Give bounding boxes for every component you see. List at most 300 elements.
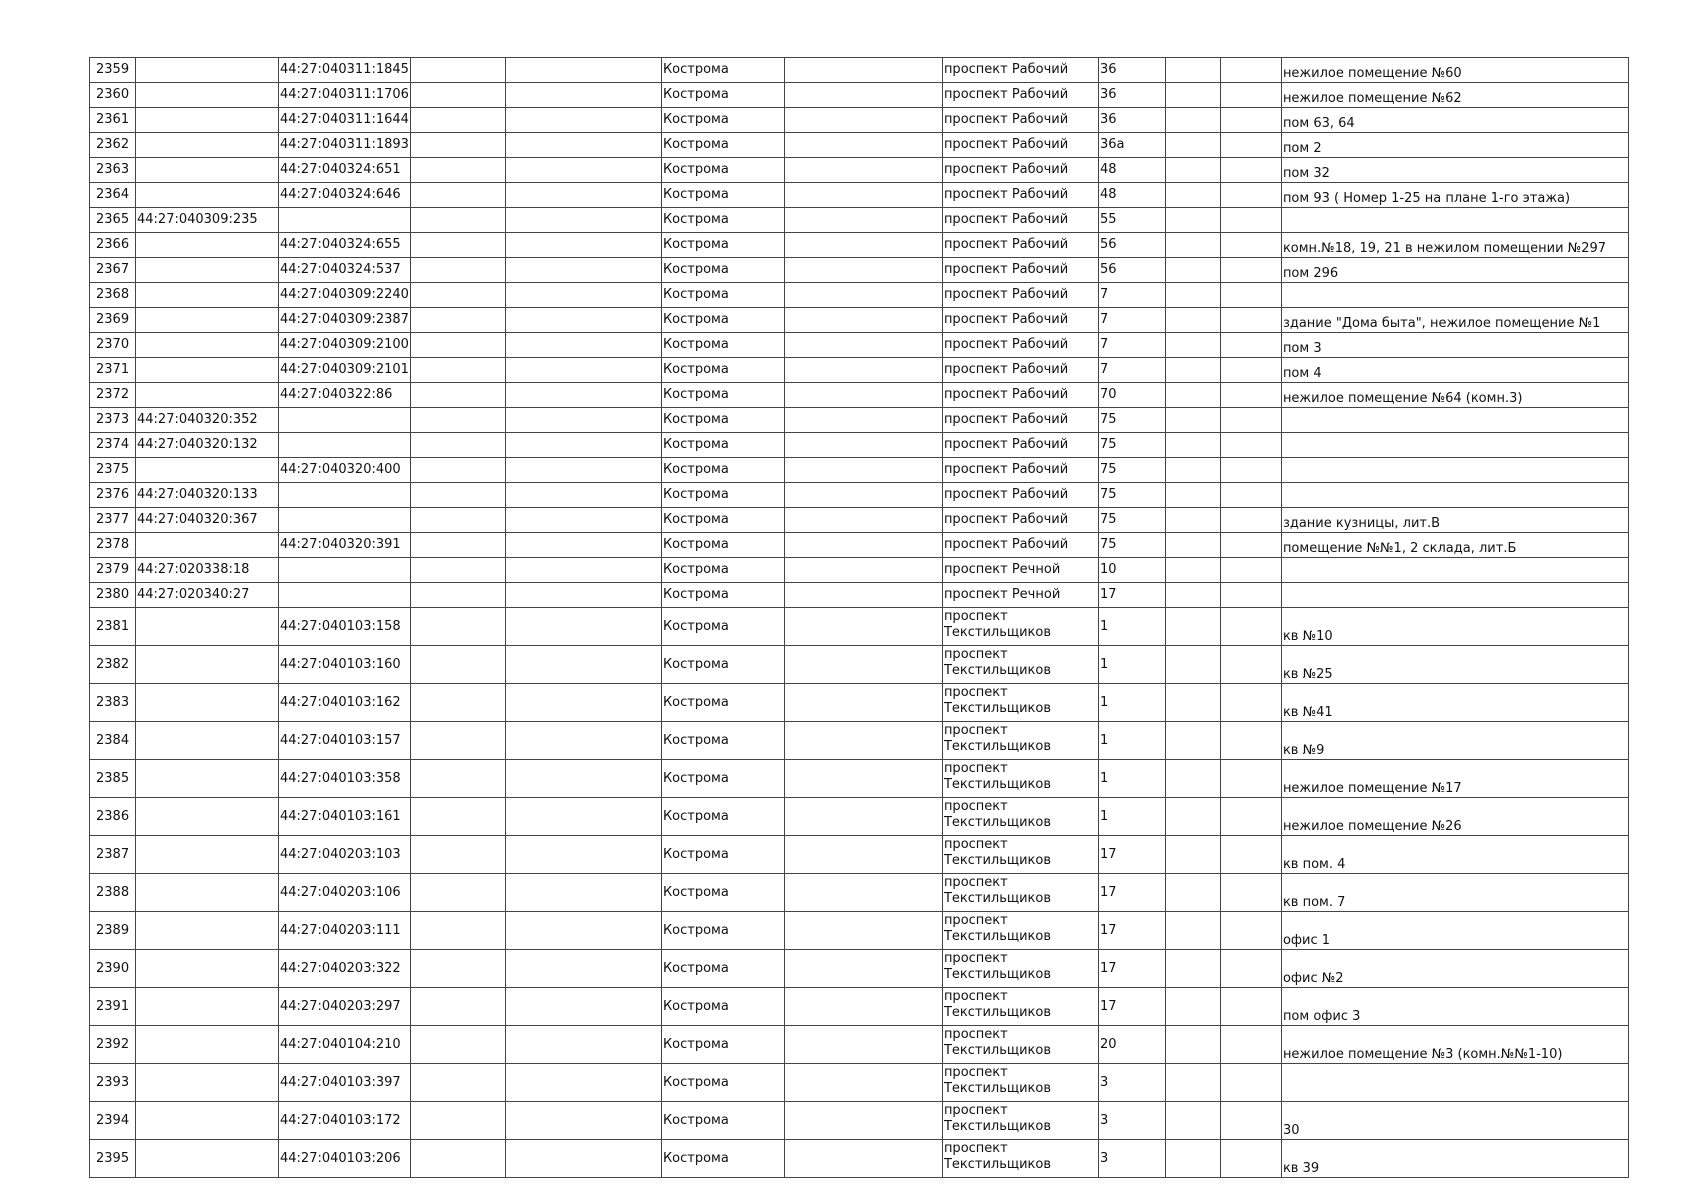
column-5 bbox=[505, 1026, 661, 1064]
house-cell: 1 bbox=[1098, 646, 1165, 684]
street-cell: проспект Рабочий bbox=[942, 158, 1098, 183]
column-5 bbox=[505, 408, 661, 433]
table-row bbox=[90, 950, 1629, 988]
cadastral-number-land bbox=[136, 233, 279, 258]
note-cell bbox=[1281, 433, 1628, 458]
column-5 bbox=[505, 874, 661, 912]
note-cell: пом 32 bbox=[1281, 158, 1628, 183]
column-7 bbox=[784, 874, 942, 912]
cadastral-number-land: 44:27:040320:352 bbox=[136, 408, 279, 433]
column-10 bbox=[1165, 646, 1220, 684]
street-cell: проспект Текстильщиков bbox=[942, 760, 1098, 798]
house-cell: 7 bbox=[1098, 283, 1165, 308]
table-row bbox=[90, 358, 1629, 383]
city-cell: Кострома bbox=[661, 1102, 784, 1140]
cadastral-number-land bbox=[136, 533, 279, 558]
table-row bbox=[90, 874, 1629, 912]
cadastral-number-land bbox=[136, 1026, 279, 1064]
street-cell: проспект Текстильщиков bbox=[942, 1026, 1098, 1064]
row-number: 2393 bbox=[90, 1064, 136, 1102]
column-7 bbox=[784, 836, 942, 874]
table-row bbox=[90, 1064, 1629, 1102]
note-cell bbox=[1281, 283, 1628, 308]
cadastral-number-land bbox=[136, 358, 279, 383]
column-11 bbox=[1220, 183, 1281, 208]
table-row bbox=[90, 798, 1629, 836]
row-number: 2369 bbox=[90, 308, 136, 333]
column-11 bbox=[1220, 1064, 1281, 1102]
column-10 bbox=[1165, 133, 1220, 158]
street-cell: проспект Рабочий bbox=[942, 533, 1098, 558]
column-4 bbox=[410, 108, 505, 133]
column-11 bbox=[1220, 684, 1281, 722]
street-cell: проспект Рабочий bbox=[942, 383, 1098, 408]
column-10 bbox=[1165, 1102, 1220, 1140]
table-row bbox=[90, 408, 1629, 433]
cadastral-number-building bbox=[279, 433, 411, 458]
column-4 bbox=[410, 183, 505, 208]
column-11 bbox=[1220, 308, 1281, 333]
cadastral-number-building bbox=[279, 483, 411, 508]
row-number: 2364 bbox=[90, 183, 136, 208]
note-cell: кв №25 bbox=[1281, 646, 1628, 684]
street-cell: проспект Рабочий bbox=[942, 483, 1098, 508]
column-4 bbox=[410, 58, 505, 83]
column-5 bbox=[505, 988, 661, 1026]
house-cell: 75 bbox=[1098, 483, 1165, 508]
row-number: 2382 bbox=[90, 646, 136, 684]
note-cell: здание "Дома быта", нежилое помещение №1 bbox=[1281, 308, 1628, 333]
column-4 bbox=[410, 458, 505, 483]
house-cell: 1 bbox=[1098, 608, 1165, 646]
column-7 bbox=[784, 760, 942, 798]
column-4 bbox=[410, 383, 505, 408]
row-number: 2380 bbox=[90, 583, 136, 608]
city-cell: Кострома bbox=[661, 646, 784, 684]
cadastral-number-land bbox=[136, 1140, 279, 1178]
house-cell: 36 bbox=[1098, 58, 1165, 83]
cadastral-number-building: 44:27:040311:1644 bbox=[279, 108, 411, 133]
column-11 bbox=[1220, 798, 1281, 836]
column-10 bbox=[1165, 233, 1220, 258]
city-cell: Кострома bbox=[661, 458, 784, 483]
note-cell: пом 3 bbox=[1281, 333, 1628, 358]
house-cell: 7 bbox=[1098, 358, 1165, 383]
column-10 bbox=[1165, 798, 1220, 836]
column-4 bbox=[410, 608, 505, 646]
city-cell: Кострома bbox=[661, 760, 784, 798]
column-4 bbox=[410, 1102, 505, 1140]
note-cell bbox=[1281, 458, 1628, 483]
column-11 bbox=[1220, 83, 1281, 108]
column-5 bbox=[505, 233, 661, 258]
row-number: 2378 bbox=[90, 533, 136, 558]
column-10 bbox=[1165, 988, 1220, 1026]
city-cell: Кострома bbox=[661, 1064, 784, 1102]
cadastral-number-building: 44:27:040203:111 bbox=[279, 912, 411, 950]
column-10 bbox=[1165, 836, 1220, 874]
table-row bbox=[90, 684, 1629, 722]
column-10 bbox=[1165, 383, 1220, 408]
table-row bbox=[90, 383, 1629, 408]
street-cell: проспект Рабочий bbox=[942, 408, 1098, 433]
column-5 bbox=[505, 533, 661, 558]
column-5 bbox=[505, 258, 661, 283]
cadastral-number-building: 44:27:040320:391 bbox=[279, 533, 411, 558]
column-10 bbox=[1165, 333, 1220, 358]
cadastral-number-land bbox=[136, 308, 279, 333]
column-7 bbox=[784, 183, 942, 208]
column-5 bbox=[505, 950, 661, 988]
cadastral-number-building: 44:27:040324:655 bbox=[279, 233, 411, 258]
table-row bbox=[90, 458, 1629, 483]
city-cell: Кострома bbox=[661, 988, 784, 1026]
row-number: 2392 bbox=[90, 1026, 136, 1064]
column-5 bbox=[505, 483, 661, 508]
table-row bbox=[90, 533, 1629, 558]
street-cell: проспект Рабочий bbox=[942, 83, 1098, 108]
cadastral-number-land bbox=[136, 760, 279, 798]
row-number: 2385 bbox=[90, 760, 136, 798]
note-cell: пом 63, 64 bbox=[1281, 108, 1628, 133]
table-row bbox=[90, 283, 1629, 308]
row-number: 2394 bbox=[90, 1102, 136, 1140]
cadastral-number-building bbox=[279, 583, 411, 608]
column-4 bbox=[410, 1026, 505, 1064]
column-10 bbox=[1165, 458, 1220, 483]
column-7 bbox=[784, 133, 942, 158]
cadastral-number-building: 44:27:040203:103 bbox=[279, 836, 411, 874]
street-cell: проспект Рабочий bbox=[942, 333, 1098, 358]
city-cell: Кострома bbox=[661, 283, 784, 308]
city-cell: Кострома bbox=[661, 133, 784, 158]
street-cell: проспект Текстильщиков bbox=[942, 874, 1098, 912]
column-10 bbox=[1165, 1064, 1220, 1102]
note-cell: кв пом. 7 bbox=[1281, 874, 1628, 912]
column-11 bbox=[1220, 508, 1281, 533]
street-cell: проспект Текстильщиков bbox=[942, 950, 1098, 988]
house-cell: 75 bbox=[1098, 533, 1165, 558]
house-cell: 75 bbox=[1098, 508, 1165, 533]
table-row bbox=[90, 133, 1629, 158]
street-cell: проспект Рабочий bbox=[942, 508, 1098, 533]
cadastral-number-building: 44:27:040203:297 bbox=[279, 988, 411, 1026]
table-row bbox=[90, 183, 1629, 208]
cadastral-number-land: 44:27:040320:132 bbox=[136, 433, 279, 458]
cadastral-number-building: 44:27:040311:1893 bbox=[279, 133, 411, 158]
house-cell: 75 bbox=[1098, 433, 1165, 458]
note-cell: пом 93 ( Номер 1-25 на плане 1-го этажа) bbox=[1281, 183, 1628, 208]
column-10 bbox=[1165, 760, 1220, 798]
cadastral-number-building: 44:27:040103:172 bbox=[279, 1102, 411, 1140]
column-5 bbox=[505, 912, 661, 950]
column-4 bbox=[410, 684, 505, 722]
city-cell: Кострома bbox=[661, 108, 784, 133]
cadastral-number-land bbox=[136, 874, 279, 912]
column-11 bbox=[1220, 483, 1281, 508]
cadastral-number-building: 44:27:040103:160 bbox=[279, 646, 411, 684]
city-cell: Кострома bbox=[661, 483, 784, 508]
city-cell: Кострома bbox=[661, 608, 784, 646]
cadastral-number-land bbox=[136, 83, 279, 108]
note-cell: пом 4 bbox=[1281, 358, 1628, 383]
column-7 bbox=[784, 308, 942, 333]
note-cell: пом 2 bbox=[1281, 133, 1628, 158]
column-10 bbox=[1165, 608, 1220, 646]
table-row bbox=[90, 558, 1629, 583]
table-row bbox=[90, 433, 1629, 458]
column-4 bbox=[410, 798, 505, 836]
column-4 bbox=[410, 950, 505, 988]
column-11 bbox=[1220, 912, 1281, 950]
column-4 bbox=[410, 558, 505, 583]
row-number: 2373 bbox=[90, 408, 136, 433]
column-7 bbox=[784, 58, 942, 83]
column-4 bbox=[410, 533, 505, 558]
column-11 bbox=[1220, 208, 1281, 233]
house-cell: 70 bbox=[1098, 383, 1165, 408]
house-cell: 36 bbox=[1098, 108, 1165, 133]
row-number: 2367 bbox=[90, 258, 136, 283]
table-row bbox=[90, 308, 1629, 333]
table-row bbox=[90, 108, 1629, 133]
house-cell: 36 bbox=[1098, 83, 1165, 108]
city-cell: Кострома bbox=[661, 583, 784, 608]
column-10 bbox=[1165, 308, 1220, 333]
city-cell: Кострома bbox=[661, 533, 784, 558]
column-10 bbox=[1165, 283, 1220, 308]
column-5 bbox=[505, 383, 661, 408]
cadastral-number-building bbox=[279, 408, 411, 433]
street-cell: проспект Рабочий bbox=[942, 58, 1098, 83]
house-cell: 7 bbox=[1098, 308, 1165, 333]
cadastral-number-land bbox=[136, 383, 279, 408]
cadastral-number-building bbox=[279, 558, 411, 583]
street-cell: проспект Текстильщиков bbox=[942, 988, 1098, 1026]
row-number: 2389 bbox=[90, 912, 136, 950]
cadastral-number-building: 44:27:040103:358 bbox=[279, 760, 411, 798]
column-11 bbox=[1220, 558, 1281, 583]
house-cell: 17 bbox=[1098, 583, 1165, 608]
cadastral-number-land: 44:27:020338:18 bbox=[136, 558, 279, 583]
column-11 bbox=[1220, 158, 1281, 183]
column-10 bbox=[1165, 358, 1220, 383]
cadastral-number-land bbox=[136, 283, 279, 308]
column-4 bbox=[410, 760, 505, 798]
column-11 bbox=[1220, 233, 1281, 258]
street-cell: проспект Текстильщиков bbox=[942, 1140, 1098, 1178]
column-10 bbox=[1165, 83, 1220, 108]
city-cell: Кострома bbox=[661, 333, 784, 358]
column-7 bbox=[784, 283, 942, 308]
cadastral-number-land bbox=[136, 133, 279, 158]
column-5 bbox=[505, 836, 661, 874]
column-5 bbox=[505, 646, 661, 684]
city-cell: Кострома bbox=[661, 83, 784, 108]
column-7 bbox=[784, 533, 942, 558]
cadastral-number-building: 44:27:040309:2387 bbox=[279, 308, 411, 333]
street-cell: проспект Рабочий bbox=[942, 108, 1098, 133]
house-cell: 36а bbox=[1098, 133, 1165, 158]
column-10 bbox=[1165, 1140, 1220, 1178]
cadastral-number-building: 44:27:040103:397 bbox=[279, 1064, 411, 1102]
street-cell: проспект Рабочий bbox=[942, 283, 1098, 308]
cadastral-number-land bbox=[136, 646, 279, 684]
column-7 bbox=[784, 583, 942, 608]
house-cell: 10 bbox=[1098, 558, 1165, 583]
city-cell: Кострома bbox=[661, 1026, 784, 1064]
table-row bbox=[90, 836, 1629, 874]
row-number: 2383 bbox=[90, 684, 136, 722]
row-number: 2391 bbox=[90, 988, 136, 1026]
column-5 bbox=[505, 308, 661, 333]
street-cell: проспект Рабочий bbox=[942, 258, 1098, 283]
city-cell: Кострома bbox=[661, 912, 784, 950]
street-cell: проспект Рабочий bbox=[942, 358, 1098, 383]
table-row bbox=[90, 1140, 1629, 1178]
column-4 bbox=[410, 283, 505, 308]
cadastral-number-land bbox=[136, 58, 279, 83]
note-cell bbox=[1281, 583, 1628, 608]
table-row bbox=[90, 233, 1629, 258]
house-cell: 17 bbox=[1098, 836, 1165, 874]
column-11 bbox=[1220, 58, 1281, 83]
row-number: 2387 bbox=[90, 836, 136, 874]
column-10 bbox=[1165, 508, 1220, 533]
cadastral-number-land bbox=[136, 836, 279, 874]
house-cell: 3 bbox=[1098, 1064, 1165, 1102]
note-cell: кв пом. 4 bbox=[1281, 836, 1628, 874]
column-5 bbox=[505, 684, 661, 722]
column-10 bbox=[1165, 258, 1220, 283]
column-5 bbox=[505, 458, 661, 483]
city-cell: Кострома bbox=[661, 836, 784, 874]
table-row bbox=[90, 583, 1629, 608]
table-row bbox=[90, 912, 1629, 950]
column-11 bbox=[1220, 760, 1281, 798]
row-number: 2381 bbox=[90, 608, 136, 646]
table-row bbox=[90, 508, 1629, 533]
house-cell: 48 bbox=[1098, 158, 1165, 183]
row-number: 2375 bbox=[90, 458, 136, 483]
cadastral-number-land: 44:27:020340:27 bbox=[136, 583, 279, 608]
city-cell: Кострома bbox=[661, 183, 784, 208]
note-cell: нежилое помещение №60 bbox=[1281, 58, 1628, 83]
house-cell: 75 bbox=[1098, 408, 1165, 433]
column-10 bbox=[1165, 433, 1220, 458]
row-number: 2360 bbox=[90, 83, 136, 108]
column-5 bbox=[505, 183, 661, 208]
column-5 bbox=[505, 508, 661, 533]
cadastral-number-building: 44:27:040203:322 bbox=[279, 950, 411, 988]
column-4 bbox=[410, 433, 505, 458]
column-5 bbox=[505, 583, 661, 608]
table-row bbox=[90, 58, 1629, 83]
column-11 bbox=[1220, 458, 1281, 483]
table-row bbox=[90, 83, 1629, 108]
column-7 bbox=[784, 408, 942, 433]
column-7 bbox=[784, 988, 942, 1026]
column-4 bbox=[410, 508, 505, 533]
cadastral-number-building: 44:27:040103:206 bbox=[279, 1140, 411, 1178]
city-cell: Кострома bbox=[661, 684, 784, 722]
note-cell: кв №10 bbox=[1281, 608, 1628, 646]
column-7 bbox=[784, 508, 942, 533]
column-5 bbox=[505, 1064, 661, 1102]
column-4 bbox=[410, 133, 505, 158]
cadastral-number-land bbox=[136, 183, 279, 208]
table-row bbox=[90, 208, 1629, 233]
house-cell: 17 bbox=[1098, 912, 1165, 950]
street-cell: проспект Рабочий bbox=[942, 233, 1098, 258]
table-row bbox=[90, 722, 1629, 760]
column-4 bbox=[410, 874, 505, 912]
column-4 bbox=[410, 83, 505, 108]
column-4 bbox=[410, 988, 505, 1026]
column-7 bbox=[784, 1026, 942, 1064]
column-5 bbox=[505, 798, 661, 836]
column-4 bbox=[410, 333, 505, 358]
column-4 bbox=[410, 483, 505, 508]
column-10 bbox=[1165, 108, 1220, 133]
column-11 bbox=[1220, 950, 1281, 988]
column-7 bbox=[784, 108, 942, 133]
row-number: 2365 bbox=[90, 208, 136, 233]
note-cell bbox=[1281, 1064, 1628, 1102]
cadastral-number-building: 44:27:040309:2101 bbox=[279, 358, 411, 383]
city-cell: Кострома bbox=[661, 233, 784, 258]
street-cell: проспект Текстильщиков bbox=[942, 1102, 1098, 1140]
column-7 bbox=[784, 383, 942, 408]
note-cell: офис №2 bbox=[1281, 950, 1628, 988]
street-cell: проспект Рабочий bbox=[942, 458, 1098, 483]
cadastral-number-land bbox=[136, 950, 279, 988]
city-cell: Кострома bbox=[661, 722, 784, 760]
house-cell: 56 bbox=[1098, 258, 1165, 283]
row-number: 2368 bbox=[90, 283, 136, 308]
city-cell: Кострома bbox=[661, 158, 784, 183]
column-11 bbox=[1220, 108, 1281, 133]
registry-table bbox=[89, 57, 1629, 1178]
column-4 bbox=[410, 912, 505, 950]
column-4 bbox=[410, 258, 505, 283]
row-number: 2372 bbox=[90, 383, 136, 408]
column-10 bbox=[1165, 722, 1220, 760]
column-5 bbox=[505, 358, 661, 383]
house-cell: 55 bbox=[1098, 208, 1165, 233]
cadastral-number-land bbox=[136, 988, 279, 1026]
row-number: 2362 bbox=[90, 133, 136, 158]
table-row bbox=[90, 258, 1629, 283]
row-number: 2374 bbox=[90, 433, 136, 458]
column-7 bbox=[784, 483, 942, 508]
cadastral-number-building: 44:27:040309:2100 bbox=[279, 333, 411, 358]
house-cell: 7 bbox=[1098, 333, 1165, 358]
column-4 bbox=[410, 722, 505, 760]
city-cell: Кострома bbox=[661, 558, 784, 583]
cadastral-number-building: 44:27:040309:2240 bbox=[279, 283, 411, 308]
street-cell: проспект Текстильщиков bbox=[942, 608, 1098, 646]
note-cell: нежилое помещение №64 (комн.3) bbox=[1281, 383, 1628, 408]
cadastral-number-building: 44:27:040322:86 bbox=[279, 383, 411, 408]
house-cell: 1 bbox=[1098, 722, 1165, 760]
cadastral-number-land bbox=[136, 258, 279, 283]
row-number: 2359 bbox=[90, 58, 136, 83]
note-cell: нежилое помещение №26 bbox=[1281, 798, 1628, 836]
column-5 bbox=[505, 158, 661, 183]
column-7 bbox=[784, 433, 942, 458]
column-5 bbox=[505, 208, 661, 233]
